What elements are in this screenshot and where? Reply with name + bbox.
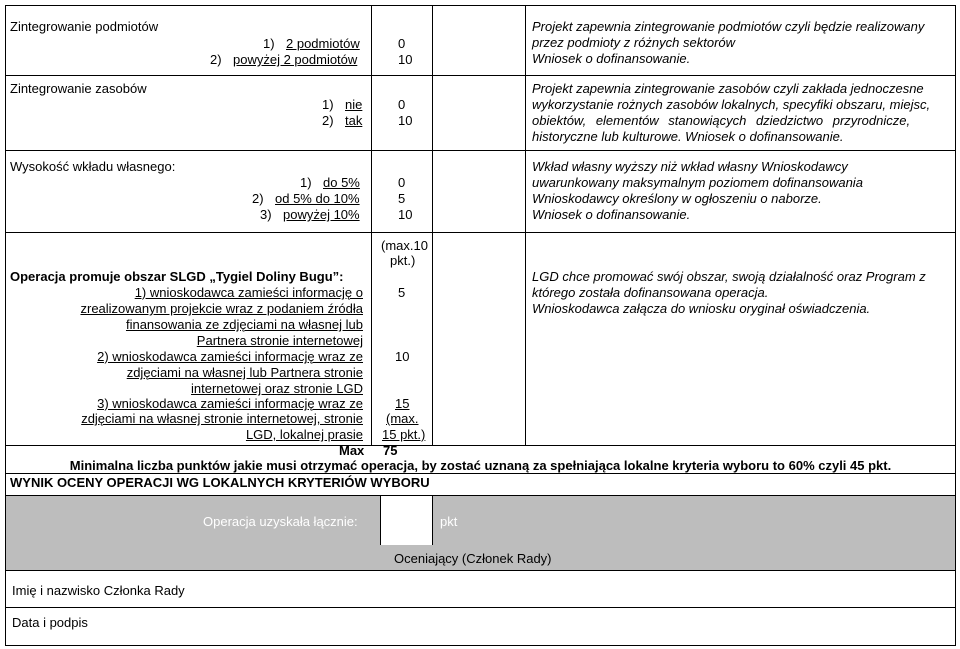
s3-pts1: 0: [398, 175, 406, 190]
s4-max-note-1: (max.10: [381, 238, 428, 253]
s1-title: Zintegrowanie podmiotów: [10, 19, 159, 34]
s4-opt1-line-4: Partnera stronie internetowej: [196, 333, 363, 348]
date-field-label: Data i podpis: [12, 615, 88, 630]
s4-pts3-3: 15 pkt.): [382, 427, 426, 442]
row-line-1: [5, 75, 956, 76]
s4-opt3-line-2: zdjęciami na własnej stronie internetowej, stronie: [81, 411, 363, 426]
s1-desc-2: przez podmioty z różnych sektorów: [532, 35, 736, 50]
s2-desc-4: historyczne lub kulturowe. Wniosek o dofinansowanie.: [532, 129, 844, 144]
col-line-2: [432, 5, 433, 445]
s3-desc-3: Wnioskodawcy określony w ogłoszeniu o naborze.: [532, 191, 822, 206]
s1-opt2: powyżej 2 podmiotów: [233, 52, 358, 67]
min-points-note: Minimalna liczba punktów jakie musi otrzymać operacja, by zostać uznaną za spełniająca lokalne kryteria wyboru to 60% czyli 45 pkt.: [69, 458, 892, 473]
s2-opt1-num: 1): [322, 97, 334, 112]
s2-opt2-num: 2): [322, 113, 334, 128]
s4-desc-1: LGD chce promować swój obszar, swoją działalność oraz Program z: [532, 269, 926, 284]
border-left: [5, 5, 6, 445]
row-line-min: [5, 473, 956, 474]
s3-opt2-num: 2): [252, 191, 264, 206]
s1-desc-1: Projekt zapewnia zintegrowanie podmiotów czyli będzie realizowany: [532, 19, 925, 34]
date-field-value[interactable]: [200, 611, 940, 641]
score-box-right: [432, 496, 433, 545]
total-unit: pkt: [440, 514, 458, 529]
s2-opt2: tak: [345, 113, 363, 128]
s4-opt3-line-3: LGD, lokalnej prasie: [245, 427, 363, 442]
max-value: 75: [383, 443, 398, 458]
s4-title: Operacja promuje obszar SLGD „Tygiel Doliny Bugu”:: [10, 269, 344, 284]
result-header: WYNIK OCENY OPERACJI WG LOKALNYCH KRYTERIÓW WYBORU: [10, 475, 430, 490]
s3-pts3: 10: [398, 207, 413, 222]
col-line-3: [525, 5, 526, 445]
s1-opt1: 2 podmiotów: [286, 36, 360, 51]
s4-opt2-line-2: zdjęciami na własnej lub Partnera stronie: [126, 365, 363, 380]
s3-pts2: 5: [398, 191, 406, 206]
max-label: Max: [339, 443, 365, 458]
s1-pts2: 10: [398, 52, 413, 67]
s3-desc-2: uwarunkowany maksymalnym poziomem dofinansowania: [532, 175, 863, 190]
s4-opt1-line-3: finansowania ze zdjęciami na własnej lub: [125, 317, 363, 332]
row-line-result: [5, 495, 956, 496]
s4-pts3-2: (max.: [386, 411, 419, 426]
s4-opt1-line-2: zrealizowanym projekcie wraz z podaniem źródła: [80, 301, 363, 316]
s4-max-note-2: pkt.): [390, 253, 416, 268]
name-field-label: Imię i nazwisko Członka Rady: [12, 583, 185, 598]
row-line-evaluator: [5, 570, 956, 571]
total-label: Operacja uzyskała łącznie:: [203, 514, 358, 529]
s4-opt3-line-1: 3) wnioskodawca zamieści informację wraz ze: [97, 396, 363, 411]
border-right: [955, 5, 956, 645]
s3-desc-4: Wniosek o dofinansowanie.: [532, 207, 691, 222]
row-line-top: [5, 5, 956, 6]
row-line-3: [5, 232, 956, 233]
result-gray-band-top: [5, 495, 956, 513]
s4-opt1-line-1: 1) wnioskodawca zamieści informację o: [134, 285, 363, 300]
s4-desc-3: Wnioskodawca załącza do wniosku oryginał oświadczenia.: [532, 301, 871, 316]
row-line-bottom: [5, 645, 956, 646]
s4-pts1: 5: [398, 285, 406, 300]
s2-opt1: nie: [345, 97, 363, 112]
s3-opt1-num: 1): [300, 175, 312, 190]
score-box-left: [380, 496, 381, 545]
s3-opt1: do 5%: [323, 175, 360, 190]
s3-title: Wysokość wkładu własnego:: [10, 159, 176, 174]
s4-pts3-1: 15: [395, 396, 410, 411]
s3-desc-1: Wkład własny wyższy niż wkład własny Wnioskodawcy: [532, 159, 848, 174]
name-field-value[interactable]: [200, 575, 940, 603]
s3-opt3: powyżej 10%: [283, 207, 360, 222]
s2-desc-3: obiektów, elementów stanowiących dziedzictwo przyrodnicze,: [532, 113, 911, 128]
col-line-1: [371, 5, 372, 445]
s3-opt3-num: 3): [260, 207, 272, 222]
total-gray-band: [5, 513, 956, 546]
s2-title: Zintegrowanie zasobów: [10, 81, 147, 96]
s1-pts1: 0: [398, 36, 406, 51]
s1-opt2-num: 2): [210, 52, 222, 67]
s1-desc-3: Wniosek o dofinansowanie.: [532, 51, 691, 66]
s3-opt2: od 5% do 10%: [275, 191, 360, 206]
row-line-max: [5, 445, 956, 446]
s4-pts2: 10: [395, 349, 410, 364]
row-line-name: [5, 607, 956, 608]
s2-pts2: 10: [398, 113, 413, 128]
s2-desc-2: wykorzystanie rożnych zasobów lokalnych, specyfiki obszaru, miejsc,: [532, 97, 931, 112]
border-left-lower: [5, 445, 6, 645]
s4-desc-2: którego została dofinansowana operacja.: [532, 285, 769, 300]
s2-desc-1: Projekt zapewnia zintegrowanie zasobów czyli zakłada jednoczesne: [532, 81, 924, 96]
s4-opt2-line-3: internetowej oraz stronie LGD: [191, 381, 363, 396]
s1-opt1-num: 1): [263, 36, 275, 51]
evaluator-label: Oceniający (Członek Rady): [394, 551, 552, 566]
s4-opt2-line-1: 2) wnioskodawca zamieści informację wraz ze: [97, 349, 363, 364]
row-line-2: [5, 150, 956, 151]
total-score-box[interactable]: [380, 496, 432, 545]
s2-pts1: 0: [398, 97, 406, 112]
